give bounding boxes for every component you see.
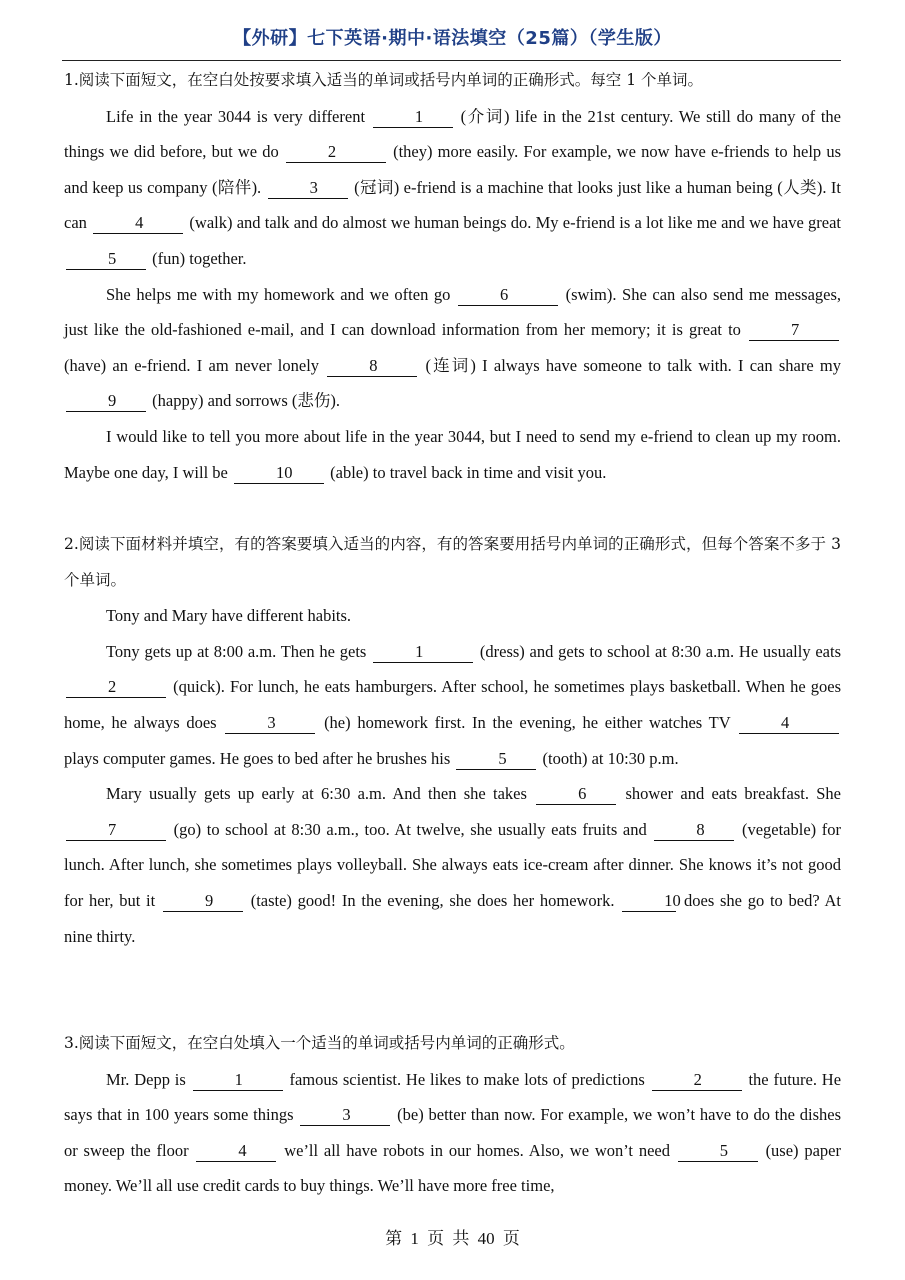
text-run: I would like to tell you more about life in the year 3044, but I need to send my e-friend to clean up my room. Maybe one day, I will be: [64, 426, 841, 482]
text-run: (连词) I always have someone to talk with. I can share my: [425, 355, 841, 375]
text-run: (冠词) e-friend is a machine that looks just like a human being (人类). It can: [64, 177, 842, 233]
text-run: Mary usually gets up early at 6:30 a.m. And then she takes: [106, 784, 527, 804]
text-run: (use) paper money. We’ll all use credit cards to buy things. We’ll have more free time,: [64, 1140, 841, 1196]
exercise-2-paragraph-2: [64, 634, 841, 776]
blank-10[interactable]: 10: [234, 463, 324, 484]
exercise-2: [64, 527, 841, 954]
exercise-2-paragraph-3: [64, 776, 841, 954]
blank-10[interactable]: 10: [622, 891, 676, 912]
text-run: (dress) and gets to school at 8:30 a.m. He usually eats: [479, 641, 842, 661]
text-run: (be) better than now. For example, we won’t have to do the dishes or sweep the floor: [64, 1105, 842, 1160]
exercise-3: [64, 1026, 841, 1204]
text-run: (tooth) at 10:30 p.m.: [542, 748, 679, 768]
blank-6[interactable]: 6: [458, 285, 558, 306]
text-run: (taste) good! In the evening, she does her homework.: [250, 890, 615, 910]
blank-8[interactable]: 8: [327, 356, 417, 377]
blank-4[interactable]: 4: [739, 713, 839, 734]
exercise-3-paragraph-1: [64, 1062, 841, 1204]
text-run: (vegetable) for lunch. After lunch, she sometimes plays volleyball. She always eats ice-cream after dinner. She knows it’s not good for her, but it: [64, 819, 842, 910]
text-run: Life in the year 3044 is very different: [106, 106, 366, 126]
blank-2[interactable]: 2: [286, 142, 386, 163]
blank-4[interactable]: 4: [196, 1141, 276, 1162]
text-run: (happy) and sorrows (悲伤).: [152, 391, 340, 411]
blank-3[interactable]: 3: [300, 1105, 390, 1126]
blank-3[interactable]: 3: [225, 713, 315, 734]
page-header-title: 【外研】七下英语·期中·语法填空（25篇）（学生版）: [233, 28, 672, 49]
blank-8[interactable]: 8: [654, 820, 734, 841]
text-run: (fun) together.: [152, 248, 247, 268]
blank-1[interactable]: 1: [193, 1070, 283, 1091]
text-run: does she go to bed? At nine thirty.: [64, 890, 842, 946]
blank-5[interactable]: 5: [678, 1141, 758, 1162]
exercise-2-instruction: 2.阅读下面材料并填空，有的答案要填入适当的内容，有的答案要用括号内单词的正确形式，但每个答案不多于 3 个单词。: [64, 535, 841, 589]
exercise-3-instruction: 3.阅读下面短文，在空白处填入一个适当的单词或括号内单词的正确形式。: [64, 1034, 575, 1052]
blank-7[interactable]: 7: [749, 320, 839, 341]
text-run: Tony gets up at 8:00 a.m. Then he gets: [106, 641, 367, 661]
exercise-1: [64, 63, 841, 490]
page-number: 第 1 页 共 40 页: [385, 1229, 520, 1248]
blank-2[interactable]: 2: [66, 677, 166, 698]
text-run: (he) homework first. In the evening, he either watches TV: [324, 712, 731, 732]
text-run: famous scientist. He likes to make lots of predictions: [289, 1069, 645, 1089]
text-run: She helps me with my homework and we often go: [106, 284, 451, 304]
text-run: the future. He says that in 100 years some things: [64, 1069, 842, 1125]
text-run: (swim). She can also send me messages, just like the old-fashioned e-mail, and I can download information from her memory; it is great to: [64, 284, 842, 340]
blank-9[interactable]: 9: [66, 391, 146, 412]
exercise-1-paragraph-2: [64, 277, 841, 419]
text-run: (go) to school at 8:30 a.m., too. At twelve, she usually eats fruits and: [173, 819, 647, 839]
text-run: (quick). For lunch, he eats hamburgers. After school, he sometimes plays basketball. When he goes home, he always does: [64, 677, 841, 732]
text-run: plays computer games. He goes to bed after he brushes his: [64, 748, 451, 768]
text-run: (have) an e-friend. I am never lonely: [64, 355, 320, 375]
text-run: (they) more easily. For example, we now have e-friends to help us and keep us company (陪伴).: [64, 142, 842, 197]
header-divider: [62, 60, 841, 61]
text-run: (介词) life in the 21st century. We still do many of the things we did before, but we do: [64, 106, 841, 162]
blank-7[interactable]: 7: [66, 820, 166, 841]
text-run: (walk) and talk and do almost we human beings do. My e-friend is a lot like me and we have great: [189, 213, 842, 233]
blank-1[interactable]: 1: [373, 107, 453, 128]
exercise-1-instruction: 1.阅读下面短文，在空白处按要求填入适当的单词或括号内单词的正确形式。每空 1 个单词。: [64, 71, 704, 89]
exercise-1-paragraph-1: [64, 99, 841, 277]
exercise-1-paragraph-3: [64, 419, 841, 490]
text-run: (able) to travel back in time and visit you.: [330, 462, 607, 482]
blank-5[interactable]: 5: [66, 249, 146, 270]
blank-6[interactable]: 6: [536, 784, 616, 805]
blank-1[interactable]: 1: [373, 642, 473, 663]
text-run: Mr. Depp is: [106, 1069, 186, 1089]
text-run: shower and eats breakfast. She: [625, 784, 842, 804]
blank-2[interactable]: 2: [652, 1070, 742, 1091]
exercise-2-paragraph-1: Tony and Mary have different habits.: [106, 606, 352, 626]
blank-3[interactable]: 3: [268, 178, 348, 199]
blank-5[interactable]: 5: [456, 749, 536, 770]
text-run: we’ll all have robots in our homes. Also, we won’t need: [284, 1140, 670, 1160]
blank-4[interactable]: 4: [93, 213, 183, 234]
blank-9[interactable]: 9: [163, 891, 243, 912]
